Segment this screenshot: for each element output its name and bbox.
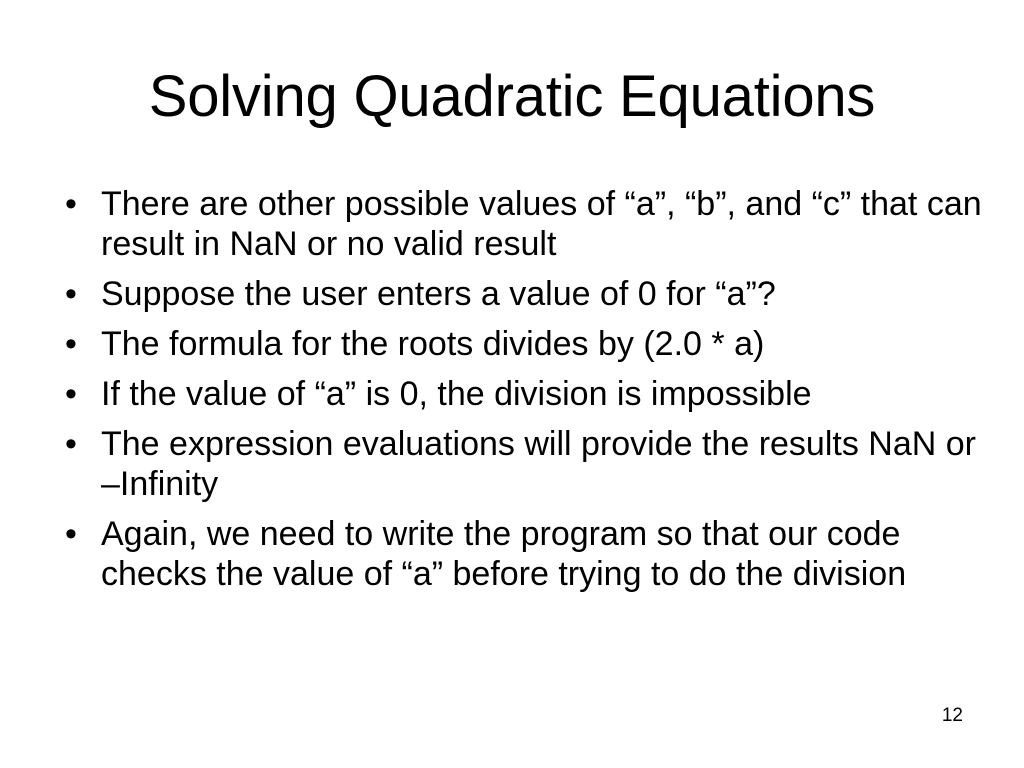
bullet-item xyxy=(56,514,996,594)
bullet-dot-icon: • xyxy=(65,515,77,553)
bullet-text: There are other possible values of “a”, “b”, and “c” that can result in NaN or no valid result xyxy=(101,185,982,263)
bullet-item xyxy=(56,324,996,364)
page-number: 12 xyxy=(941,705,963,726)
bullet-item xyxy=(56,184,996,264)
bullet-dot-icon: • xyxy=(65,275,77,313)
bullet-text: The expression evaluations will provide the results NaN or –Infinity xyxy=(101,425,976,503)
bullet-dot-icon: • xyxy=(65,185,77,223)
bullet-item xyxy=(56,424,996,504)
bullet-text: Suppose the user enters a value of 0 for “a”? xyxy=(101,275,776,313)
bullet-dot-icon: • xyxy=(65,425,77,463)
slide-title: Solving Quadratic Equations xyxy=(148,64,876,129)
bullet-text: Again, we need to write the program so that our code checks the value of “a” before trying to do the division xyxy=(101,515,907,593)
bullet-text: The formula for the roots divides by (2.0 * a) xyxy=(101,325,765,363)
bullet-text: If the value of “a” is 0, the division is impossible xyxy=(101,375,812,413)
bullet-item xyxy=(56,374,996,414)
bullet-dot-icon: • xyxy=(65,375,77,413)
bullet-dot-icon: • xyxy=(65,325,77,363)
bullet-item xyxy=(56,274,996,314)
bullet-list xyxy=(56,184,996,604)
